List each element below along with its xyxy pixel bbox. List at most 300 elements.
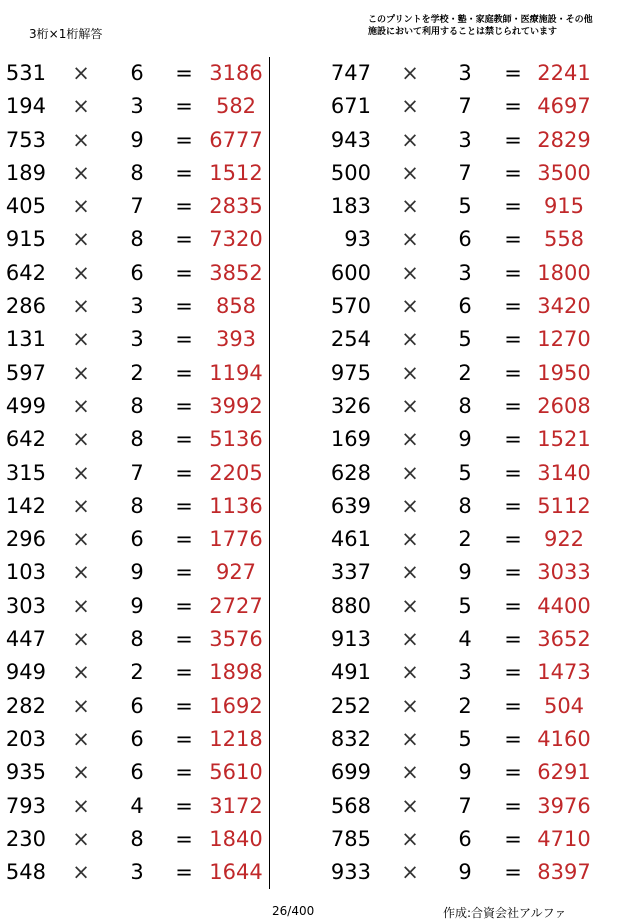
answer: 915 — [543, 194, 585, 219]
multiplicand: 793 — [5, 793, 46, 818]
answer: 927 — [215, 560, 257, 585]
multiplier: 5 — [458, 593, 472, 618]
answer: 2727 — [209, 593, 263, 618]
problem-row — [0, 57, 268, 90]
multiplier: 8 — [130, 826, 144, 851]
multiplicand: 203 — [5, 726, 46, 751]
times-sign: × — [401, 127, 419, 152]
times-sign: × — [401, 493, 419, 518]
times-sign: × — [401, 393, 419, 418]
answer: 4710 — [537, 826, 591, 851]
multiplier: 2 — [458, 693, 472, 718]
multiplier: 2 — [130, 660, 144, 685]
answer: 393 — [215, 327, 257, 352]
times-sign: × — [72, 327, 90, 352]
multiplicand: 639 — [330, 493, 371, 518]
answer: 3976 — [537, 793, 591, 818]
multiplier: 5 — [458, 726, 472, 751]
equals-sign: = — [175, 227, 193, 252]
answer: 1136 — [209, 493, 263, 518]
times-sign: × — [401, 860, 419, 885]
equals-sign: = — [504, 194, 522, 219]
multiplicand: 169 — [330, 427, 371, 452]
times-sign: × — [401, 726, 419, 751]
multiplier: 6 — [130, 726, 144, 751]
multiplicand: 642 — [5, 427, 46, 452]
multiplier: 3 — [130, 94, 144, 119]
equals-sign: = — [504, 427, 522, 452]
times-sign: × — [72, 393, 90, 418]
times-sign: × — [401, 693, 419, 718]
answer: 3186 — [209, 61, 263, 85]
answer: 3992 — [209, 393, 263, 418]
multiplicand: 326 — [330, 393, 371, 418]
equals-sign: = — [504, 726, 522, 751]
multiplier: 8 — [130, 160, 144, 185]
multiplicand: 915 — [5, 227, 46, 252]
times-sign: × — [401, 327, 419, 352]
problem-row — [0, 124, 268, 157]
answer: 2829 — [537, 127, 591, 152]
times-sign: × — [401, 61, 419, 85]
equals-sign: = — [175, 826, 193, 851]
multiplicand: 500 — [330, 160, 371, 185]
times-sign: × — [72, 493, 90, 518]
multiplier: 6 — [458, 227, 472, 252]
times-sign: × — [401, 294, 419, 319]
answer: 1512 — [209, 160, 263, 185]
equals-sign: = — [175, 61, 193, 85]
answer: 3140 — [537, 460, 591, 485]
copyright-notice — [368, 14, 608, 38]
answer: 5610 — [209, 760, 263, 785]
multiplier: 4 — [130, 793, 144, 818]
multiplicand: 785 — [330, 826, 371, 851]
multiplicand: 142 — [5, 493, 46, 518]
problem-row — [0, 690, 268, 723]
answer: 1776 — [209, 527, 263, 552]
problem-row — [0, 823, 268, 856]
problem-row — [0, 790, 268, 823]
equals-sign: = — [504, 393, 522, 418]
equals-sign: = — [175, 393, 193, 418]
answer: 6777 — [209, 127, 263, 152]
multiplicand: 832 — [330, 726, 371, 751]
problem-row — [325, 656, 625, 689]
multiplier: 3 — [130, 860, 144, 885]
answer: 3652 — [537, 627, 591, 652]
problem-row — [325, 124, 625, 157]
answer: 1644 — [209, 860, 263, 885]
equals-sign: = — [504, 460, 522, 485]
equals-sign: = — [175, 260, 193, 285]
times-sign: × — [72, 660, 90, 685]
equals-sign: = — [504, 560, 522, 585]
problem-row — [325, 257, 625, 290]
problem-row — [0, 423, 268, 456]
equals-sign: = — [504, 227, 522, 252]
problem-row — [0, 523, 268, 556]
answer: 2835 — [209, 194, 263, 219]
equals-sign: = — [175, 693, 193, 718]
times-sign: × — [401, 460, 419, 485]
times-sign: × — [72, 460, 90, 485]
problem-row — [325, 357, 625, 390]
multiplier: 8 — [130, 627, 144, 652]
equals-sign: = — [504, 527, 522, 552]
answer: 1950 — [537, 360, 591, 385]
answer: 3033 — [537, 560, 591, 585]
times-sign: × — [72, 160, 90, 185]
times-sign: × — [401, 160, 419, 185]
equals-sign: = — [175, 793, 193, 818]
problem-row — [325, 690, 625, 723]
multiplier: 3 — [458, 260, 472, 285]
times-sign: × — [72, 793, 90, 818]
multiplier: 4 — [458, 627, 472, 652]
problem-row — [325, 756, 625, 789]
answer: 6291 — [537, 760, 591, 785]
equals-sign: = — [175, 593, 193, 618]
multiplier: 6 — [458, 826, 472, 851]
times-sign: × — [72, 560, 90, 585]
equals-sign: = — [175, 760, 193, 785]
equals-sign: = — [504, 860, 522, 885]
multiplicand: 568 — [330, 793, 371, 818]
multiplier: 9 — [458, 560, 472, 585]
times-sign: × — [72, 760, 90, 785]
answer: 1521 — [537, 427, 591, 452]
multiplicand: 315 — [5, 460, 46, 485]
problem-row — [0, 490, 268, 523]
problem-row — [325, 290, 625, 323]
times-sign: × — [401, 660, 419, 685]
times-sign: × — [72, 194, 90, 219]
problem-row — [0, 257, 268, 290]
multiplicand: 548 — [5, 860, 46, 885]
problem-row — [0, 656, 268, 689]
multiplicand: 296 — [5, 527, 46, 552]
answer: 504 — [543, 693, 585, 718]
multiplier: 3 — [458, 61, 472, 85]
multiplicand: 337 — [330, 560, 371, 585]
equals-sign: = — [504, 627, 522, 652]
answer: 1800 — [537, 260, 591, 285]
multiplier: 3 — [458, 127, 472, 152]
answer: 1270 — [537, 327, 591, 352]
multiplicand: 671 — [330, 94, 371, 119]
times-sign: × — [72, 260, 90, 285]
equals-sign: = — [504, 294, 522, 319]
answer: 1194 — [209, 360, 263, 385]
times-sign: × — [401, 427, 419, 452]
multiplier: 9 — [458, 760, 472, 785]
equals-sign: = — [504, 160, 522, 185]
multiplier: 3 — [130, 327, 144, 352]
multiplier: 5 — [458, 194, 472, 219]
multiplicand: 642 — [5, 260, 46, 285]
equals-sign: = — [504, 660, 522, 685]
times-sign: × — [72, 527, 90, 552]
problem-row — [325, 423, 625, 456]
answer: 4400 — [537, 593, 591, 618]
multiplier: 8 — [130, 227, 144, 252]
answer: 922 — [543, 527, 585, 552]
problem-row — [0, 756, 268, 789]
multiplier: 6 — [130, 693, 144, 718]
multiplicand: 93 — [344, 227, 371, 252]
problem-row — [0, 323, 268, 356]
answer: 4160 — [537, 726, 591, 751]
problem-row — [325, 723, 625, 756]
problem-row — [0, 856, 268, 889]
answer: 4697 — [537, 94, 591, 119]
answer: 1840 — [209, 826, 263, 851]
notice-line-1: このプリントを学校・塾・家庭教師・医療施設・その他 — [368, 15, 593, 25]
equals-sign: = — [175, 327, 193, 352]
multiplicand: 183 — [330, 194, 371, 219]
multiplicand: 286 — [5, 294, 46, 319]
problem-row — [0, 590, 268, 623]
problem-row — [325, 457, 625, 490]
multiplicand: 499 — [5, 393, 46, 418]
times-sign: × — [401, 194, 419, 219]
equals-sign: = — [504, 260, 522, 285]
multiplier: 7 — [130, 460, 144, 485]
answer: 3576 — [209, 627, 263, 652]
multiplicand: 131 — [5, 327, 46, 352]
multiplicand: 975 — [330, 360, 371, 385]
times-sign: × — [401, 760, 419, 785]
equals-sign: = — [175, 726, 193, 751]
problem-row — [325, 590, 625, 623]
equals-sign: = — [504, 327, 522, 352]
times-sign: × — [401, 560, 419, 585]
multiplicand: 282 — [5, 693, 46, 718]
equals-sign: = — [175, 294, 193, 319]
problem-row — [0, 723, 268, 756]
equals-sign: = — [175, 360, 193, 385]
multiplicand: 747 — [330, 61, 371, 85]
multiplicand: 943 — [330, 127, 371, 152]
problem-row — [0, 357, 268, 390]
problem-row — [325, 523, 625, 556]
problem-row — [0, 390, 268, 423]
multiplicand: 753 — [5, 127, 46, 152]
times-sign: × — [401, 793, 419, 818]
times-sign: × — [72, 61, 90, 85]
equals-sign: = — [504, 693, 522, 718]
answer: 3172 — [209, 793, 263, 818]
multiplier: 2 — [130, 360, 144, 385]
multiplicand: 597 — [5, 360, 46, 385]
problem-row — [325, 790, 625, 823]
equals-sign: = — [175, 660, 193, 685]
times-sign: × — [401, 527, 419, 552]
multiplier: 8 — [130, 427, 144, 452]
problem-row — [0, 223, 268, 256]
answer: 3500 — [537, 160, 591, 185]
multiplicand: 699 — [330, 760, 371, 785]
times-sign: × — [401, 826, 419, 851]
multiplier: 7 — [458, 793, 472, 818]
equals-sign: = — [175, 160, 193, 185]
multiplier: 6 — [458, 294, 472, 319]
multiplicand: 935 — [5, 760, 46, 785]
multiplicand: 531 — [5, 61, 46, 85]
multiplicand: 491 — [330, 660, 371, 685]
times-sign: × — [72, 826, 90, 851]
multiplier: 2 — [458, 527, 472, 552]
problem-row — [0, 190, 268, 223]
problem-row — [325, 190, 625, 223]
problem-row — [325, 390, 625, 423]
multiplicand: 254 — [330, 327, 371, 352]
answer: 582 — [215, 94, 257, 119]
multiplicand: 628 — [330, 460, 371, 485]
equals-sign: = — [504, 593, 522, 618]
answer: 5136 — [209, 427, 263, 452]
equals-sign: = — [175, 127, 193, 152]
times-sign: × — [401, 360, 419, 385]
multiplier: 8 — [458, 393, 472, 418]
times-sign: × — [72, 593, 90, 618]
multiplier: 5 — [458, 460, 472, 485]
times-sign: × — [401, 593, 419, 618]
multiplicand: 933 — [330, 860, 371, 885]
equals-sign: = — [504, 94, 522, 119]
multiplicand: 949 — [5, 660, 46, 685]
answer: 3852 — [209, 260, 263, 285]
multiplier: 3 — [458, 660, 472, 685]
answer: 8397 — [537, 860, 591, 885]
multiplier: 6 — [130, 760, 144, 785]
problem-row — [0, 90, 268, 123]
multiplier: 9 — [130, 593, 144, 618]
multiplicand: 189 — [5, 160, 46, 185]
left-problem-column — [0, 57, 268, 889]
times-sign: × — [401, 94, 419, 119]
equals-sign: = — [175, 627, 193, 652]
equals-sign: = — [504, 493, 522, 518]
page-number: 26/400 — [272, 904, 315, 918]
equals-sign: = — [504, 826, 522, 851]
times-sign: × — [72, 726, 90, 751]
multiplier: 6 — [130, 527, 144, 552]
multiplicand: 103 — [5, 560, 46, 585]
multiplier: 6 — [130, 260, 144, 285]
problem-row — [325, 556, 625, 589]
multiplicand: 447 — [5, 627, 46, 652]
equals-sign: = — [504, 360, 522, 385]
multiplier: 7 — [458, 94, 472, 119]
equals-sign: = — [175, 493, 193, 518]
answer: 2205 — [209, 460, 263, 485]
multiplicand: 252 — [330, 693, 371, 718]
equals-sign: = — [175, 860, 193, 885]
right-problem-column — [325, 57, 625, 889]
multiplicand: 405 — [5, 194, 46, 219]
equals-sign: = — [175, 527, 193, 552]
multiplicand: 913 — [330, 627, 371, 652]
multiplicand: 570 — [330, 294, 371, 319]
multiplier: 8 — [130, 493, 144, 518]
equals-sign: = — [504, 760, 522, 785]
notice-line-2: 施設において利用することは禁じられています — [368, 27, 558, 37]
times-sign: × — [401, 627, 419, 652]
multiplier: 9 — [458, 860, 472, 885]
multiplicand: 194 — [5, 94, 46, 119]
multiplier: 8 — [458, 493, 472, 518]
answer: 1898 — [209, 660, 263, 685]
multiplier: 7 — [458, 160, 472, 185]
multiplicand: 303 — [5, 593, 46, 618]
times-sign: × — [72, 627, 90, 652]
multiplicand: 880 — [330, 593, 371, 618]
equals-sign: = — [175, 460, 193, 485]
problem-row — [0, 157, 268, 190]
times-sign: × — [72, 94, 90, 119]
answer: 2608 — [537, 393, 591, 418]
times-sign: × — [72, 227, 90, 252]
page-title: 3桁×1桁解答 — [29, 27, 103, 41]
multiplier: 2 — [458, 360, 472, 385]
equals-sign: = — [504, 793, 522, 818]
multiplicand: 461 — [330, 527, 371, 552]
equals-sign: = — [175, 94, 193, 119]
multiplicand: 230 — [5, 826, 46, 851]
equals-sign: = — [175, 560, 193, 585]
column-divider — [269, 57, 270, 889]
problem-row — [325, 57, 625, 90]
multiplicand: 600 — [330, 260, 371, 285]
times-sign: × — [72, 427, 90, 452]
answer: 1692 — [209, 693, 263, 718]
answer: 1218 — [209, 726, 263, 751]
problem-row — [325, 623, 625, 656]
equals-sign: = — [504, 127, 522, 152]
times-sign: × — [401, 227, 419, 252]
problem-row — [325, 323, 625, 356]
problem-row — [0, 290, 268, 323]
problem-row — [325, 823, 625, 856]
times-sign: × — [72, 360, 90, 385]
multiplier: 8 — [130, 393, 144, 418]
answer: 5112 — [537, 493, 591, 518]
multiplier: 7 — [130, 194, 144, 219]
times-sign: × — [401, 260, 419, 285]
times-sign: × — [72, 860, 90, 885]
problem-row — [325, 90, 625, 123]
answer: 3420 — [537, 294, 591, 319]
answer: 558 — [543, 227, 585, 252]
multiplier: 9 — [130, 560, 144, 585]
problem-row — [0, 556, 268, 589]
answer: 858 — [215, 294, 257, 319]
equals-sign: = — [175, 427, 193, 452]
equals-sign: = — [504, 61, 522, 85]
problem-row — [325, 490, 625, 523]
times-sign: × — [72, 693, 90, 718]
times-sign: × — [72, 294, 90, 319]
problem-row — [0, 623, 268, 656]
multiplier: 9 — [458, 427, 472, 452]
problem-row — [0, 457, 268, 490]
problem-row — [325, 157, 625, 190]
multiplier: 3 — [130, 294, 144, 319]
answer: 1473 — [537, 660, 591, 685]
publisher-credit: 作成:合資会社アルファ — [443, 906, 567, 920]
